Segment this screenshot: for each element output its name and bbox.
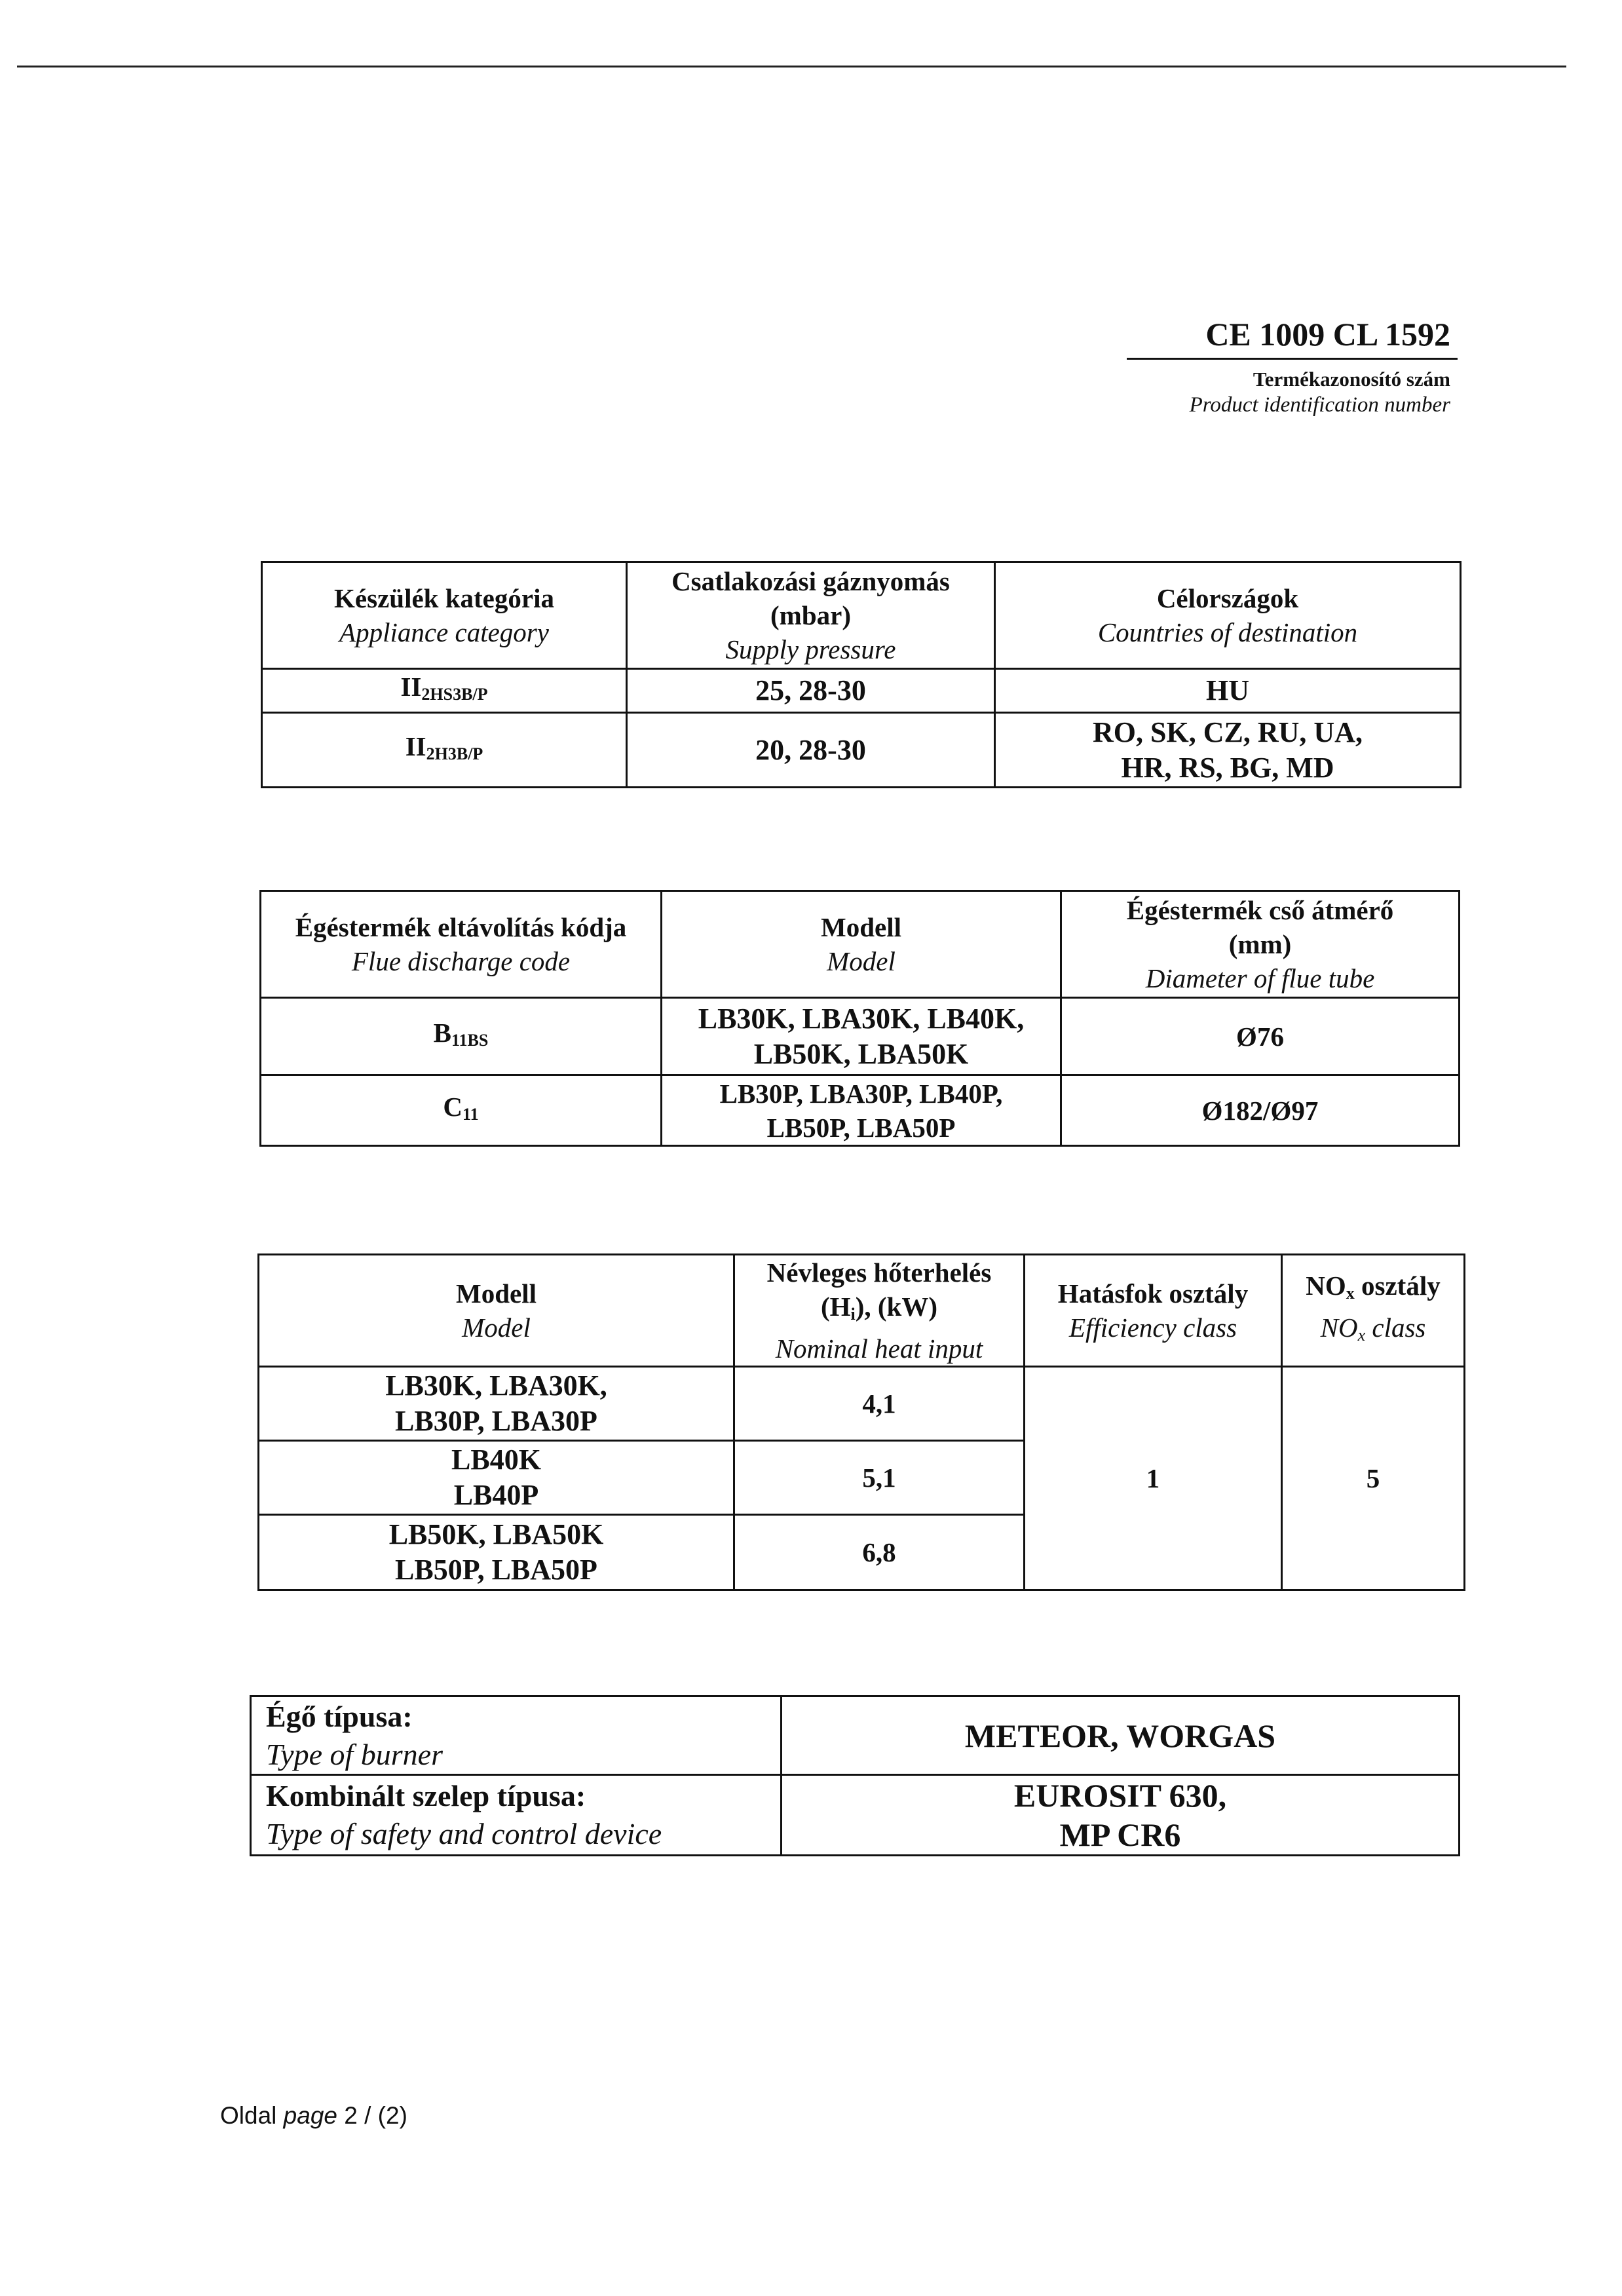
certificate-label-en: Product identification number [1189,393,1450,417]
page-number: 2 / (2) [344,2102,407,2129]
control-device-value: EUROSIT 630, MP CR6 [782,1775,1460,1856]
burner-type-label: Égő típusa: Type of burner [251,1696,782,1775]
heat-input-cell: 6,8 [734,1515,1025,1590]
header-supply-pressure: Csatlakozási gáznyomás (mbar) Supply pressure [627,562,995,669]
heat-input-cell: 4,1 [734,1367,1025,1441]
table-row [251,1696,1460,1775]
flue-code-cell: $C_{11}$ [261,1075,662,1146]
certificate-block [1110,313,1450,418]
flue-code-cell: $B_{11BS}$ [261,998,662,1075]
table-row [261,998,1460,1075]
footer-page: page [283,2102,337,2129]
models-cell: LB30K, LBA30K, LB40K, LB50K, LBA50K [662,998,1061,1075]
flue-discharge-table [259,890,1460,1147]
header-efficiency-class: Hatásfok osztály Efficiency class [1025,1255,1282,1367]
table-row [261,1075,1460,1146]
header-model: Modell Model [662,891,1061,998]
diameter-cell: Ø76 [1061,998,1460,1075]
header-appliance-category: Készülék kategória Appliance category [262,562,627,669]
heat-input-table [257,1253,1465,1591]
certificate-number: CE 1009 CL 1592 [1205,316,1450,353]
table-row [262,669,1461,713]
models-cell: LB50K, LBA50K LB50P, LBA50P [259,1515,734,1590]
category-cell: $II_{2H3B/P}$ [262,713,627,788]
table-row [262,713,1461,788]
pressure-cell: 20, 28-30 [627,713,995,788]
table-header-row [259,1255,1465,1367]
page-footer [220,2102,407,2130]
table-header-row [262,562,1461,669]
control-device-label: Kombinált szelep típusa: Type of safety and control device [251,1775,782,1856]
top-rule [17,66,1566,67]
burner-type-value: METEOR, WORGAS [782,1696,1460,1775]
components-table [250,1695,1460,1856]
table-header-row [261,891,1460,998]
pressure-cell: 25, 28-30 [627,669,995,713]
footer-oldal: Oldal [220,2102,277,2129]
header-countries: Célországok Countries of destination [995,562,1461,669]
models-cell: LB40K LB40P [259,1441,734,1515]
header-model: Modell Model [259,1255,734,1367]
certificate-underline [1127,358,1458,360]
category-cell: $II_{2HS3B/P}$ [262,669,627,713]
header-nominal-heat-input: Névleges hőterhelés $(H_i)$, (kW) Nominal heat input [734,1255,1025,1367]
certificate-label-hu: Termékazonosító szám [1253,368,1450,391]
header-flue-diameter: Égéstermék cső átmérő (mm) Diameter of flue tube [1061,891,1460,998]
efficiency-class-cell: 1 [1025,1367,1282,1590]
models-cell: LB30K, LBA30K, LB30P, LBA30P [259,1367,734,1441]
header-flue-code: Égéstermék eltávolítás kódja Flue discharge code [261,891,662,998]
header-nox-class: $NO_x$ osztály $NO_x$ class [1282,1255,1465,1367]
table-row [259,1367,1465,1441]
heat-input-cell: 5,1 [734,1441,1025,1515]
appliance-category-table [261,561,1462,788]
diameter-cell: Ø182/Ø97 [1061,1075,1460,1146]
table-row [251,1775,1460,1856]
nox-class-cell: 5 [1282,1367,1465,1590]
countries-cell: RO, SK, CZ, RU, UA, HR, RS, BG, MD [995,713,1461,788]
countries-cell: HU [995,669,1461,713]
models-cell: LB30P, LBA30P, LB40P, LB50P, LBA50P [662,1075,1061,1146]
